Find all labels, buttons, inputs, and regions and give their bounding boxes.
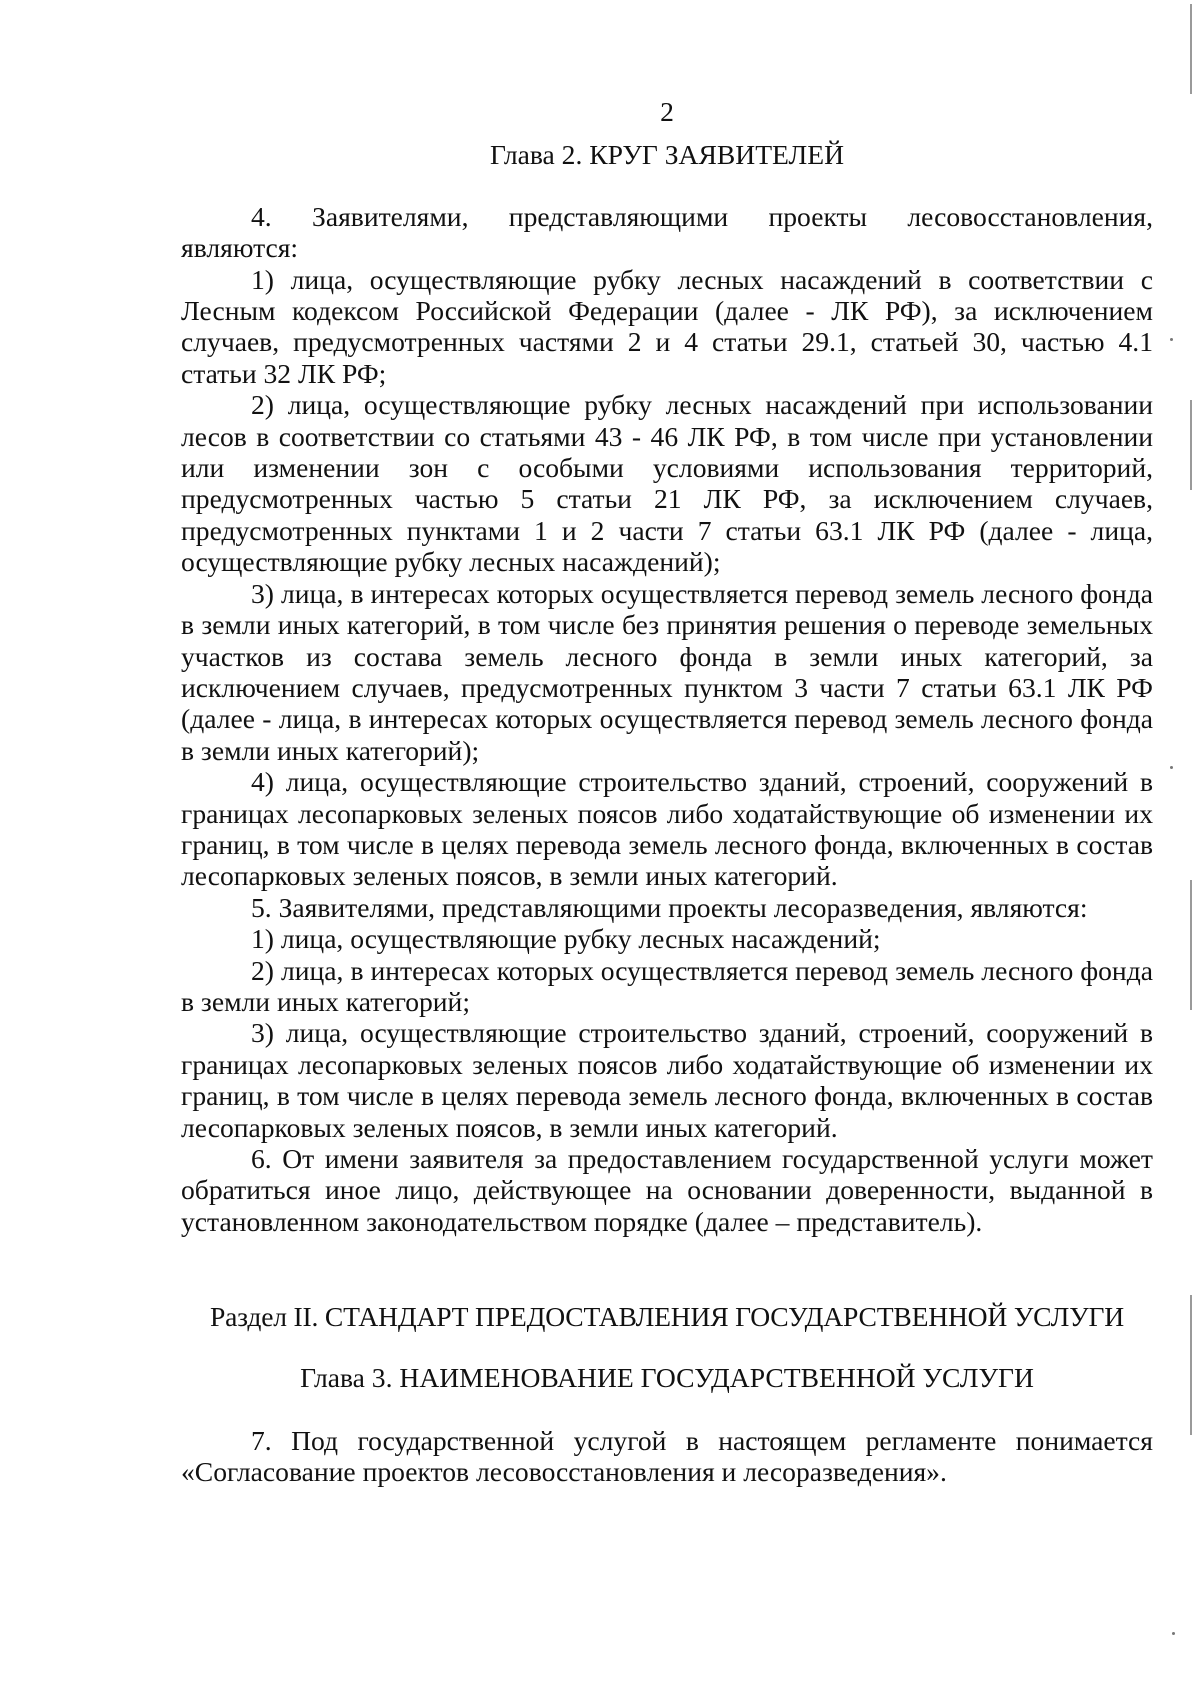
paragraph-5-item-3: 3) лица, осуществляющие строительство зданий, строений, сооружений в границах лесопарковых зеленых поясов либо ходатайствующие об изменении их границ, в том числе в целях перевода земель лесного фонда, включенных в состав лесопарковых зеленых поясов, в земли иных категорий. — [181, 1017, 1153, 1143]
chapter-3-title: Глава 3. НАИМЕНОВАНИЕ ГОСУДАРСТВЕННОЙ УСЛУГИ — [300, 1361, 1034, 1393]
scan-edge-artifact — [1190, 880, 1192, 1010]
paragraph-4-item-1: 1) лица, осуществляющие рубку лесных насаждений в соответствии с Лесным кодексом Российской Федерации (далее - ЛК РФ), за исключением случаев, предусмотренных частями 2 и 4 статьи 29.1, статьей 30, частью 4.1 статьи 32 ЛК РФ; — [181, 263, 1153, 389]
page-content — [181, 96, 1153, 1488]
chapter-2-title: Глава 2. КРУГ ЗАЯВИТЕЛЕЙ — [489, 139, 845, 171]
scan-speck — [1172, 1632, 1175, 1635]
paragraph-6: 6. От имени заявителя за предоставлением государственной услуги может обратиться иное лицо, действующее на основании доверенности, выданной в установленном законодательством порядке (далее – представитель). — [181, 1143, 1153, 1237]
paragraph-4-item-3: 3) лица, в интересах которых осуществляется перевод земель лесного фонда в земли иных категорий, в том числе без принятия решения о переводе земельных участков из состава земель лесного фонда в земли иных категорий, за исключением случаев, предусмотренных пунктом 3 части 7 статьи 63.1 ЛК РФ (далее - лица, в интересах которых осуществляется перевод земель лесного фонда в земли иных категорий); — [181, 577, 1153, 766]
scan-edge-artifact — [1190, 4, 1192, 94]
section-2-title: Раздел II. СТАНДАРТ ПРЕДОСТАВЛЕНИЯ ГОСУДАРСТВЕННОЙ УСЛУГИ — [209, 1301, 1125, 1333]
paragraph-5-item-1: 1) лица, осуществляющие рубку лесных насаждений; — [251, 923, 881, 955]
paragraph-4: 4. Заявителями, представляющими проекты лесовосстановления, являются: — [181, 200, 1153, 264]
scan-edge-artifact — [1190, 400, 1192, 490]
paragraph-4-item-4: 4) лица, осуществляющие строительство зданий, строений, сооружений в границах лесопарковых зеленых поясов либо ходатайствующие об изменении их границ, в том числе в целях перевода земель лесного фонда, включенных в состав лесопарковых зеленых поясов, в земли иных категорий. — [181, 766, 1153, 892]
paragraph-5: 5. Заявителями, представляющими проекты лесоразведения, являются: — [251, 891, 1088, 923]
scan-speck — [1170, 338, 1173, 341]
page-number: 2 — [660, 96, 674, 127]
paragraph-5-item-2: 2) лица, в интересах которых осуществляется перевод земель лесного фонда в земли иных категорий; — [181, 954, 1153, 1017]
scan-speck — [1170, 766, 1173, 769]
paragraph-4-item-2: 2) лица, осуществляющие рубку лесных насаждений при использовании лесов в соответствии со статьями 43 - 46 ЛК РФ, в том числе при установлении или изменении зон с особыми условиями использования территорий, предусмотренных частью 5 статьи 21 ЛК РФ, за исключением случаев, предусмотренных пунктами 1 и 2 части 7 статьи 63.1 ЛК РФ (далее - лица, осуществляющие рубку лесных насаждений); — [181, 389, 1153, 578]
scan-edge-artifact — [1190, 1295, 1192, 1435]
paragraph-7: 7. Под государственной услугой в настоящем регламенте понимается «Согласование проектов лесовосстановления и лесоразведения». — [181, 1425, 1153, 1488]
